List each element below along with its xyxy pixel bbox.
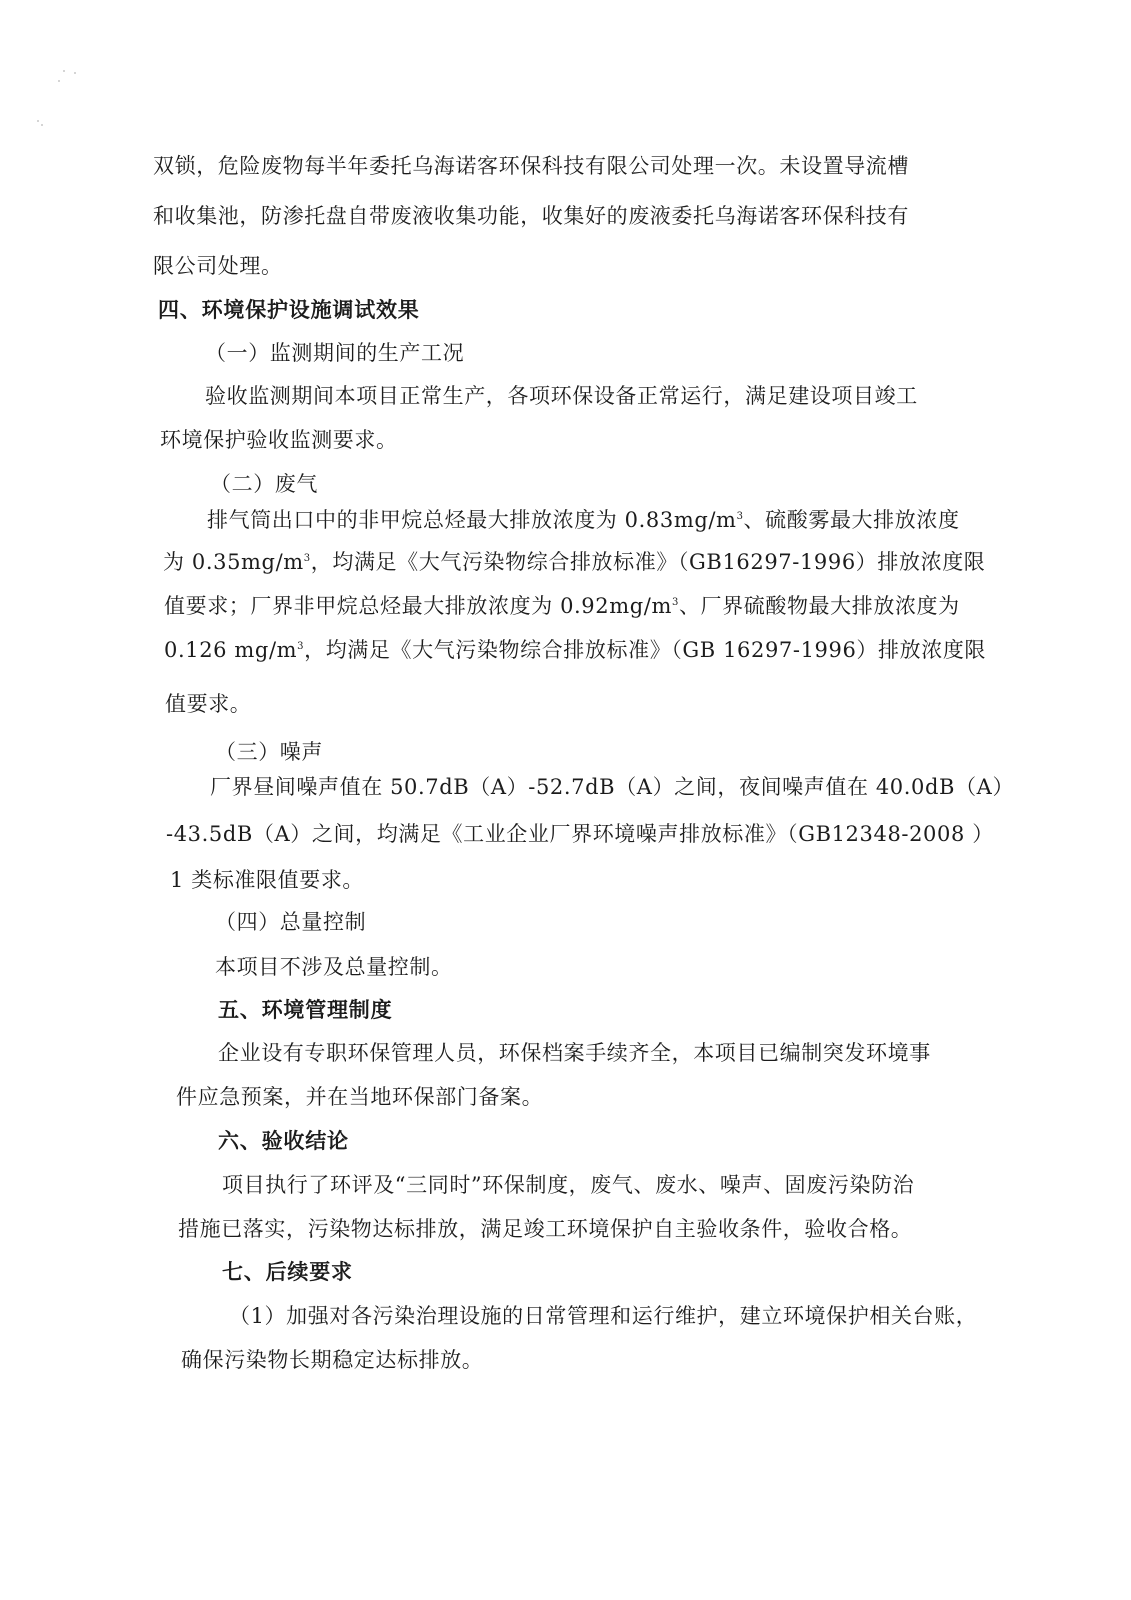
- paragraph-line: 厂界昼间噪声值在 50.7dB（A）-52.7dB（A）之间，夜间噪声值在 40.0dB（A）: [210, 775, 1015, 799]
- subsection-title: （一）监测期间的生产工况: [205, 341, 465, 365]
- paragraph-line: 确保污染物长期稳定达标排放。: [181, 1348, 484, 1372]
- subsection-title: （三）噪声: [215, 740, 323, 764]
- paragraph-line: 本项目不涉及总量控制。: [215, 955, 453, 979]
- paragraph-line: 件应急预案，并在当地环保部门备案。: [176, 1085, 544, 1109]
- paragraph-line: 限公司处理。: [153, 254, 283, 278]
- paragraph-line: 排气筒出口中的非甲烷总烃最大排放浓度为 $0.83mg/m^3$、硫酸雾最大排放浓度: [207, 508, 960, 532]
- paragraph-line: 0.126 $mg/m^3$，均满足《大气污染物综合排放标准》（GB 16297-1996）排放浓度限: [164, 638, 987, 662]
- paragraph-line: 企业设有专职环保管理人员，环保档案手续齐全，本项目已编制突发环境事: [218, 1041, 931, 1065]
- superscript: 3: [671, 597, 679, 608]
- scan-speck: [41, 124, 43, 126]
- subsection-title: （二）废气: [210, 472, 318, 496]
- section-heading: 七、后续要求: [222, 1260, 353, 1284]
- paragraph-line: -43.5dB（A）之间，均满足《工业企业厂界环境噪声排放标准》（GB12348-2008 ）: [166, 822, 994, 846]
- superscript: 3: [303, 553, 311, 564]
- section-heading: 五、环境管理制度: [218, 998, 393, 1022]
- scan-speck: [63, 70, 65, 72]
- paragraph-line: 为 $0.35mg/m^3$，均满足《大气污染物综合排放标准》（GB16297-1996）排放浓度限: [163, 550, 986, 574]
- subsection-title: （四）总量控制: [215, 910, 367, 934]
- paragraph-line: 双锁，危险废物每半年委托乌海诺客环保科技有限公司处理一次。未设置导流槽: [153, 154, 909, 178]
- scan-speck: [74, 72, 76, 74]
- paragraph-line: 和收集池，防渗托盘自带废液收集功能，收集好的废液委托乌海诺客环保科技有: [153, 204, 909, 228]
- section-heading: 六、验收结论: [218, 1129, 349, 1153]
- scan-speck: [37, 120, 39, 122]
- paragraph-line: 措施已落实，污染物达标排放，满足竣工环境保护自主验收条件，验收合格。: [178, 1217, 913, 1241]
- paragraph-line: 1 类标准限值要求。: [170, 868, 365, 892]
- paragraph-line: 项目执行了环评及“三同时”环保制度，废气、废水、噪声、固废污染防治: [222, 1173, 915, 1197]
- paragraph-line: 值要求。: [165, 692, 252, 716]
- superscript: 3: [736, 511, 744, 522]
- paragraph-line: （1）加强对各污染治理设施的日常管理和运行维护，建立环境保护相关台账，: [229, 1304, 978, 1328]
- paragraph-line: 值要求；厂界非甲烷总烃最大排放浓度为 $0.92mg/m^3$、厂界硫酸物最大排放浓度为: [164, 594, 960, 618]
- superscript: 3: [297, 641, 305, 652]
- paragraph-line: 环境保护验收监测要求。: [160, 428, 398, 452]
- paragraph-line: 验收监测期间本项目正常生产，各项环保设备正常运行，满足建设项目竣工: [205, 384, 918, 408]
- section-heading: 四、环境保护设施调试效果: [158, 298, 420, 322]
- scan-speck: [58, 80, 60, 82]
